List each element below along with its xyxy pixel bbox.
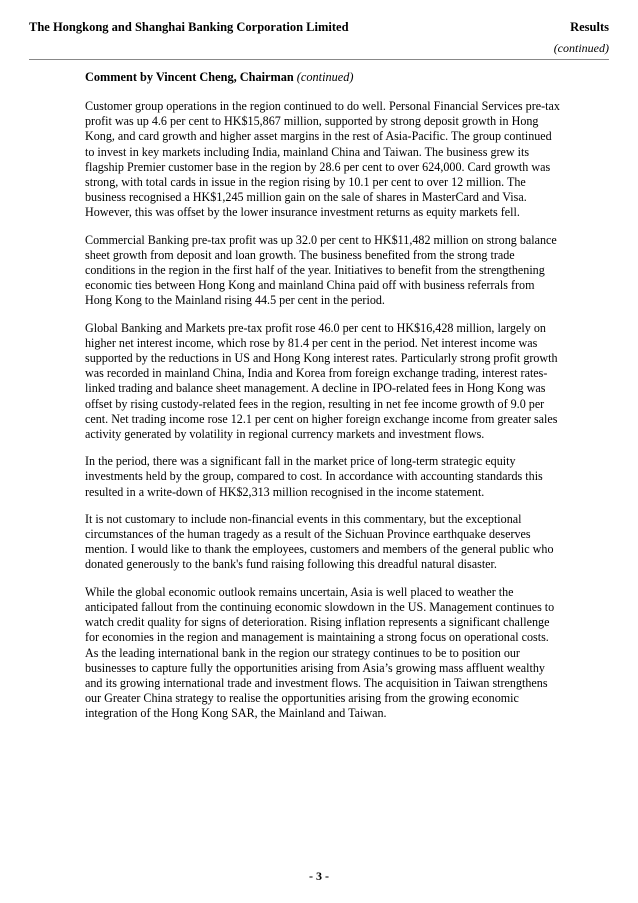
page-header [29,20,609,60]
paragraph-global-banking-markets: Global Banking and Markets pre-tax profit rose 46.0 per cent to HK$16,428 million, largely on higher net interest income, which rose by 81.4 per cent in the period. Net interest income was supported by the reductions in US and Hong Kong interest rates. Particularly strong profit growth was recorded in mainland China, India and Korea from foreign exchange trading, interest rates-linked trading and balance sheet management. A decline in IPO-related fees in Hong Kong was offset by rising custody-related fees in the region, resulting in net fee income growth of 9.0 per cent. Net trading income rose 12.1 per cent on higher foreign exchange income from greater sales activity generated by volatility in regional currency markets and investment flows. [85,320,558,442]
paragraph-sichuan-earthquake: It is not customary to include non-financial events in this commentary, but the exceptional circumstances of the human tragedy as a result of the Sichuan Province earthquake deserves mention. I would like to thank the employees, customers and members of the general public who donated generously to the bank's fund raising following this dreadful natural disaster. [85,511,554,572]
paragraph-commercial-banking: Commercial Banking pre-tax profit was up 32.0 per cent to HK$11,482 million on strong balance sheet growth from deposit and loan growth. The business benefited from the strong trade conditions in the region in the first half of the year. Initiatives to benefit from the strengthening economic ties between Hong Kong and mainland China paid off with business referrals from Hong Kong to the Mainland rising 44.5 per cent in the period. [85,232,557,308]
header-divider [29,59,609,60]
header-continued: (continued) [553,41,609,55]
comment-title-suffix: (continued) [296,70,354,84]
comment-title: Comment by Vincent Cheng, Chairman [85,70,294,84]
paragraph-personal-financial-services: Customer group operations in the region continued to do well. Personal Financial Services pre-tax profit was up 4.6 per cent to HK$15,867 million, supported by strong deposit growth in Hong Kong, and card growth and higher asset margins in the rest of Asia-Pacific. The group continued to invest in key markets including India, mainland China and Taiwan. The business grew its flagship Premier customer base in the region by 28.6 per cent to over 624,000. Card growth was strong, with total cards in issue in the region rising by 10.1 per cent to over 12 million. The business recognised a HK$1,245 million gain on the sale of shares in MasterCard and Visa. However, this was offset by the lower insurance investment returns as equity markets fell. [85,99,560,220]
paragraph-equity-investments: In the period, there was a significant fall in the market price of long-term strategic equity investments held by the group, compared to cost. In accordance with accounting standards this resulted in a write-down of HK$2,313 million recognised in the income statement. [85,454,543,499]
section-title: Results [570,20,609,34]
header-row [29,20,609,35]
company-name: The Hongkong and Shanghai Banking Corporation Limited [29,20,349,34]
page-number: - 3 - [309,869,329,883]
comment-heading [85,70,560,85]
document-body [85,70,560,734]
paragraph-outlook: While the global economic outlook remains uncertain, Asia is well placed to weather the anticipated fallout from the continuing economic slowdown in the US. Management continues to watch credit quality for signs of deterioration. Rising inflation represents a significant challenge for economies in the region and management is maintaining a strong focus on operational costs. As the leading international bank in the region our strategy continues to be to position our businesses to capture fully the opportunities arising from Asia’s growing mass affluent wealthy and its growing international trade and investment flows. The acquisition in Taiwan strengthens our Greater China strategy to realise the opportunities arising from the growing economic integration of the Hong Kong SAR, the Mainland and Taiwan. [85,584,555,721]
